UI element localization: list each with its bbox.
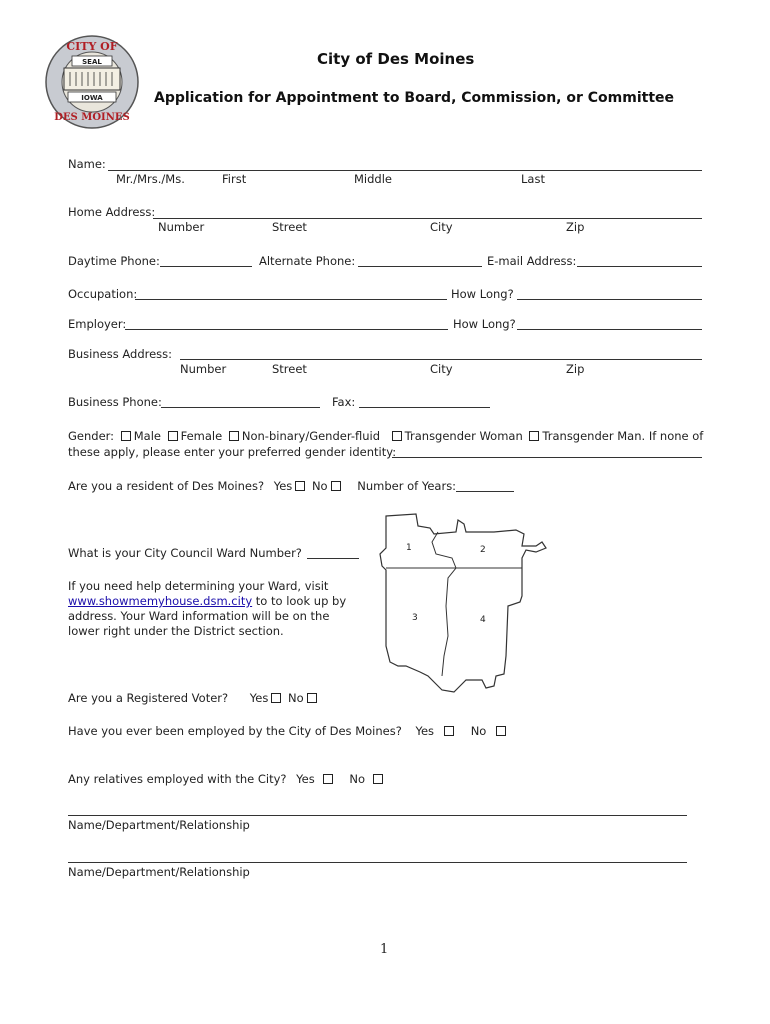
relative-line-1[interactable]	[68, 815, 687, 816]
relatives-yes-checkbox[interactable]	[323, 774, 333, 784]
occupation-label: Occupation:	[68, 287, 138, 301]
gender-label: Gender:	[68, 429, 115, 443]
seal-word: SEAL	[82, 58, 102, 66]
gender-transman-label: Transgender Man.	[542, 429, 646, 443]
gender-identity-field[interactable]	[392, 457, 702, 458]
business-address-field[interactable]	[180, 359, 702, 360]
gender-female-label: Female	[180, 429, 223, 443]
name-sublabel-first: First	[222, 172, 247, 186]
map-label-2: 2	[480, 545, 486, 555]
business-phone-field[interactable]	[161, 407, 320, 408]
gender-male-label: Male	[133, 429, 161, 443]
business-address-sublabel-number: Number	[180, 362, 227, 376]
voter-no-label: No	[288, 691, 304, 705]
resident-question: Are you a resident of Des Moines?	[68, 479, 265, 493]
gender-nonbinary-label: Non-binary/Gender-fluid	[241, 429, 381, 443]
ward-help-3: address. Your Ward information will be on the	[68, 609, 330, 623]
daytime-phone-label: Daytime Phone:	[68, 254, 160, 268]
resident-years-field[interactable]	[456, 491, 514, 492]
employed-row	[68, 724, 509, 738]
employed-yes-checkbox[interactable]	[444, 726, 454, 736]
employed-no-label: No	[470, 724, 487, 738]
employer-field[interactable]	[125, 329, 448, 330]
alternate-phone-field[interactable]	[358, 266, 482, 267]
resident-years-label: Number of Years:	[357, 479, 457, 493]
voter-yes-checkbox[interactable]	[271, 693, 281, 703]
gender-row	[68, 429, 703, 443]
home-address-sublabel-number: Number	[158, 220, 205, 234]
business-address-label: Business Address:	[68, 347, 173, 361]
home-address-sublabel-street: Street	[272, 220, 307, 234]
resident-no-checkbox[interactable]	[331, 481, 341, 491]
seal-top-text: CITY OF	[66, 40, 118, 53]
fax-field[interactable]	[359, 407, 490, 408]
occupation-how-long-field[interactable]	[517, 299, 702, 300]
name-sublabel-title: Mr./Mrs./Ms.	[116, 172, 185, 186]
ward-number-field[interactable]	[307, 558, 359, 559]
name-field[interactable]	[108, 170, 702, 171]
ward-map	[376, 506, 551, 698]
home-address-field[interactable]	[153, 218, 702, 219]
business-address-sublabel-city: City	[430, 362, 453, 376]
gender-male-checkbox[interactable]	[121, 431, 131, 441]
business-address-sublabel-street: Street	[272, 362, 307, 376]
relative-line-2-label: Name/Department/Relationship	[68, 865, 250, 879]
seal-bottom-text: DES MOINES	[54, 112, 130, 123]
relatives-question: Any relatives employed with the City?	[68, 772, 287, 786]
gender-transwoman-label: Transgender Woman	[404, 429, 523, 443]
fax-label: Fax:	[332, 395, 356, 409]
gender-transwoman-checkbox[interactable]	[392, 431, 402, 441]
alternate-phone-label: Alternate Phone:	[259, 254, 356, 268]
relatives-no-checkbox[interactable]	[373, 774, 383, 784]
gender-female-checkbox[interactable]	[168, 431, 178, 441]
ward-help-1: If you need help determining your Ward, visit	[68, 579, 329, 593]
voter-question: Are you a Registered Voter?	[68, 691, 229, 705]
resident-yes-label: Yes	[273, 479, 293, 493]
map-label-4: 4	[480, 615, 486, 625]
voter-no-checkbox[interactable]	[307, 693, 317, 703]
relatives-yes-label: Yes	[296, 772, 315, 786]
page-title: City of Des Moines	[317, 50, 475, 68]
relative-line-2[interactable]	[68, 862, 687, 863]
page-number: 1	[380, 942, 389, 957]
name-sublabel-last: Last	[521, 172, 545, 186]
gender-transman-checkbox[interactable]	[529, 431, 539, 441]
voter-row	[68, 691, 320, 705]
home-address-sublabel-zip: Zip	[566, 220, 585, 234]
employed-yes-label: Yes	[415, 724, 435, 738]
page-subtitle: Application for Appointment to Board, Commission, or Committee	[154, 90, 675, 106]
map-label-3: 3	[412, 613, 418, 623]
relative-line-1-label: Name/Department/Relationship	[68, 818, 250, 832]
gender-identity-label: these apply, please enter your preferred gender identity:	[68, 445, 397, 459]
city-seal	[42, 34, 142, 130]
voter-yes-label: Yes	[249, 691, 269, 705]
occupation-how-long-label: How Long?	[451, 287, 514, 301]
map-label-1: 1	[406, 543, 412, 553]
gender-nonbinary-checkbox[interactable]	[229, 431, 239, 441]
ward-help-link[interactable]: www.showmemyhouse.dsm.city	[68, 594, 253, 608]
ward-help-2-row	[68, 594, 346, 608]
occupation-field[interactable]	[135, 299, 447, 300]
employer-how-long-label: How Long?	[453, 317, 516, 331]
seal-state: IOWA	[81, 94, 103, 102]
gender-suffix: If none of	[648, 429, 704, 443]
relatives-row	[68, 772, 386, 786]
name-label: Name:	[68, 157, 106, 171]
ward-help-4: lower right under the District section.	[68, 624, 284, 638]
daytime-phone-field[interactable]	[160, 266, 252, 267]
business-address-sublabel-zip: Zip	[566, 362, 585, 376]
resident-row	[68, 479, 456, 493]
business-phone-label: Business Phone:	[68, 395, 162, 409]
employed-question: Have you ever been employed by the City of Des Moines?	[68, 724, 402, 738]
email-field[interactable]	[577, 266, 702, 267]
resident-yes-checkbox[interactable]	[295, 481, 305, 491]
email-label: E-mail Address:	[487, 254, 577, 268]
employed-no-checkbox[interactable]	[496, 726, 506, 736]
employer-label: Employer:	[68, 317, 127, 331]
home-address-sublabel-city: City	[430, 220, 453, 234]
employer-how-long-field[interactable]	[517, 329, 702, 330]
name-sublabel-middle: Middle	[354, 172, 392, 186]
ward-question: What is your City Council Ward Number?	[68, 546, 302, 560]
ward-help-2: to to look up by	[252, 594, 347, 608]
home-address-label: Home Address:	[68, 205, 156, 219]
relatives-no-label: No	[349, 772, 366, 786]
resident-no-label: No	[311, 479, 328, 493]
